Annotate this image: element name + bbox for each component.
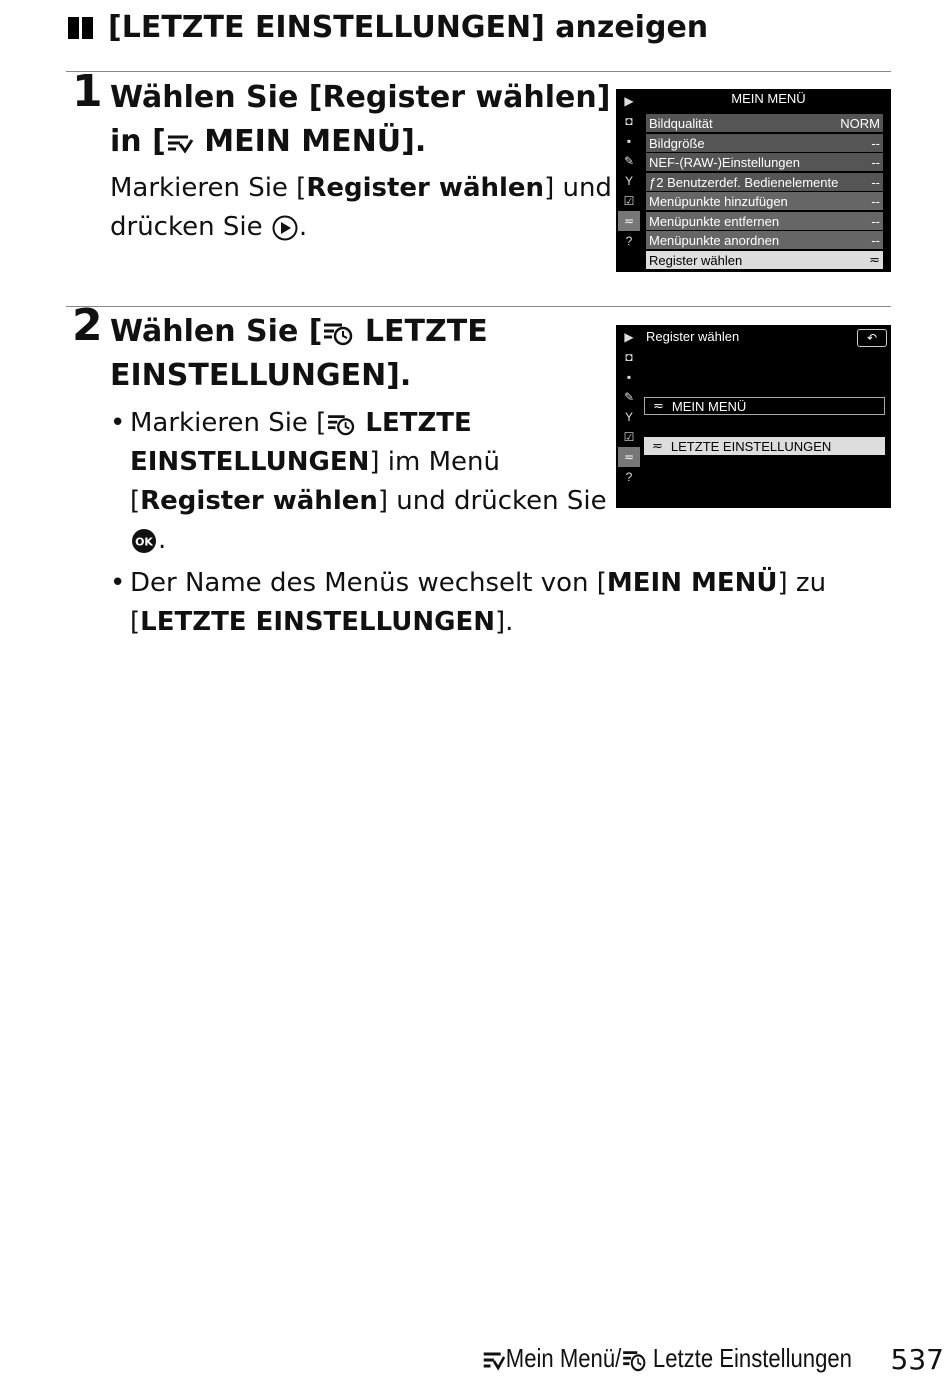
menu-row[interactable]: Menüpunkte entfernen --: [646, 212, 883, 230]
my-menu-tab-icon[interactable]: ≂: [618, 211, 640, 231]
menu-row[interactable]: NEF-(RAW-)Einstellungen --: [646, 153, 883, 171]
recent-settings-icon: [326, 412, 356, 436]
my-menu-icon: ≂: [653, 398, 664, 413]
heading-line: Wählen Sie [Register wählen]: [110, 80, 611, 115]
help-icon[interactable]: ?: [625, 470, 633, 484]
menu-row[interactable]: Bildqualität NORM: [646, 114, 883, 132]
menu-title: MEIN MENÜ: [731, 91, 806, 106]
heading-line: in [ MEIN MENÜ].: [110, 124, 427, 159]
pencil-tab-icon[interactable]: ✎: [623, 154, 635, 168]
recent-settings-icon: [621, 1348, 647, 1372]
camera-screen-select-tab: [616, 325, 891, 508]
movie-tab-icon[interactable]: ▪: [626, 134, 632, 148]
page-number: 537: [890, 1343, 944, 1376]
option-recent-settings[interactable]: ≂ LETZTE EINSTELLUNGEN: [644, 437, 885, 455]
menu-row[interactable]: Menüpunkte anordnen --: [646, 231, 883, 249]
menu-row[interactable]: Bildgröße --: [646, 134, 883, 152]
bullet-item: • Der Name des Menüs wechselt von [MEIN MENÜ] zu [LETZTE EINSTELLUNGEN].: [110, 568, 827, 637]
menu-tabs: [618, 91, 640, 251]
recent-settings-icon: [322, 320, 354, 346]
divider: [66, 306, 891, 307]
step-number: 2: [72, 300, 103, 351]
wrench-tab-icon[interactable]: Y: [624, 174, 633, 188]
my-menu-tab-icon[interactable]: ≂: [618, 447, 640, 467]
ok-button-icon: [130, 527, 158, 555]
step-heading: [110, 76, 610, 164]
movie-tab-icon[interactable]: ▪: [626, 370, 632, 384]
section-title: [68, 10, 708, 45]
recent-settings-icon: ≂: [652, 438, 663, 453]
heading-line: Wählen Sie [ LETZTE: [110, 314, 488, 349]
footer-breadcrumb: Mein Menü/ Letzte Einstellungen: [482, 1343, 852, 1374]
step-text: Markieren Sie [Register wählen] und drücken Sie .: [110, 173, 612, 242]
svg-text:OK: OK: [135, 535, 153, 548]
my-menu-icon: [482, 1349, 506, 1371]
screen-title: Register wählen: [646, 329, 740, 344]
wrench-tab-icon[interactable]: Y: [624, 410, 633, 424]
section-title-text: [LETZTE EINSTELLUNGEN] anzeigen: [108, 10, 709, 45]
retouch-tab-icon[interactable]: ☑: [623, 430, 635, 444]
playback-tab-icon[interactable]: ▶: [624, 94, 634, 108]
heading-line: EINSTELLUNGEN].: [110, 358, 412, 393]
playback-tab-icon[interactable]: ▶: [624, 330, 634, 344]
option-my-menu[interactable]: ≂ MEIN MENÜ: [644, 397, 885, 415]
menu-row-selected[interactable]: Register wählen ≂: [646, 251, 883, 269]
step-heading: [110, 310, 488, 398]
camera-tab-icon[interactable]: ◘: [625, 350, 633, 364]
camera-tab-icon[interactable]: ◘: [625, 114, 633, 128]
divider: [66, 71, 891, 72]
my-menu-icon: [166, 132, 194, 154]
step-number: 1: [72, 66, 103, 117]
retouch-tab-icon[interactable]: ☑: [623, 194, 635, 208]
section-marker-icon: [68, 17, 94, 39]
pencil-tab-icon[interactable]: ✎: [623, 390, 635, 404]
help-icon[interactable]: ?: [625, 234, 633, 248]
camera-screen-my-menu: [616, 89, 891, 272]
multi-selector-right-icon: [271, 214, 299, 242]
bullet-item: • Markieren Sie [ LETZTE EINSTELLUNGEN] im Menü [Register wählen] und drücken Sie OK .: [110, 408, 607, 555]
menu-tabs: [618, 327, 640, 487]
menu-row[interactable]: Menüpunkte hinzufügen --: [646, 192, 883, 210]
back-icon[interactable]: ↶: [857, 329, 887, 347]
menu-row[interactable]: ƒ2 Benutzerdef. Bedienelemente --: [646, 173, 883, 191]
